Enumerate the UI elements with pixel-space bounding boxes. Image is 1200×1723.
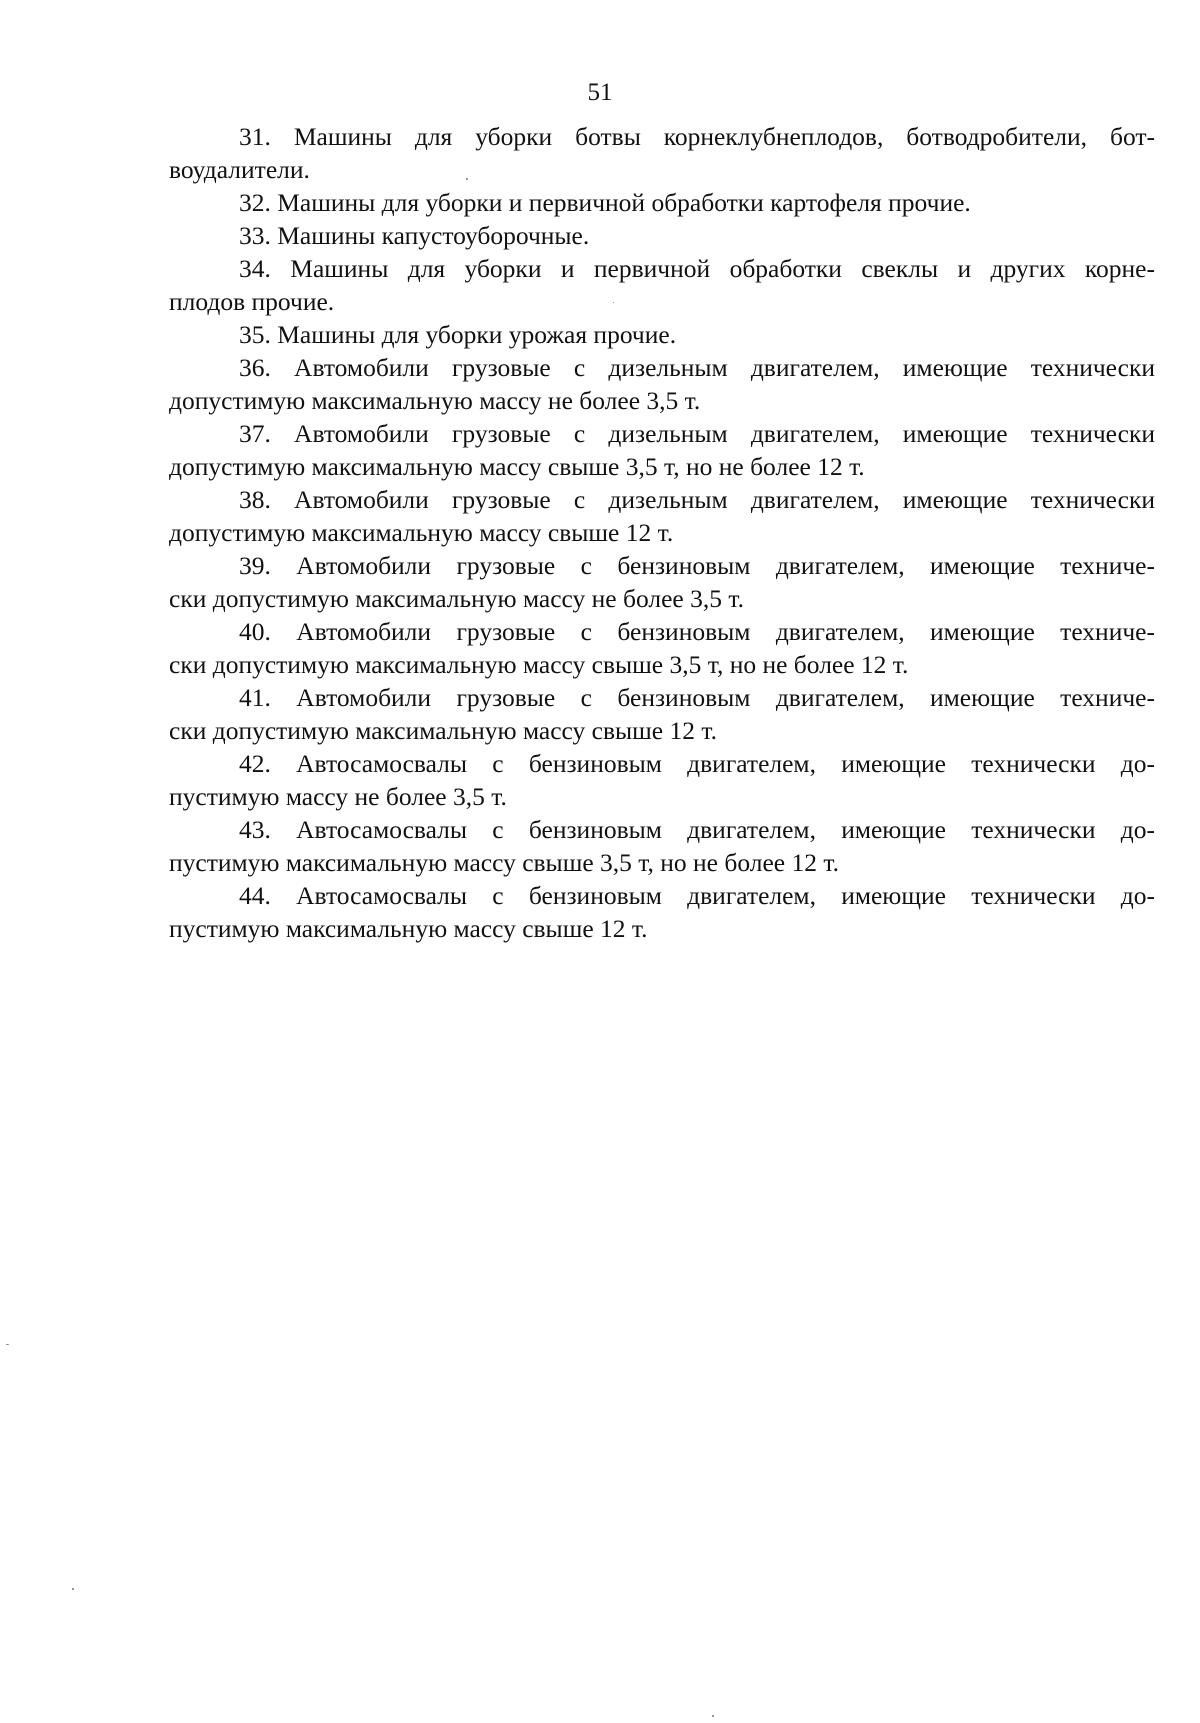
list-item [169, 186, 1155, 219]
scan-speck [466, 178, 468, 180]
page-number: 51 [587, 79, 613, 106]
item-first-line: 40. Автомобили грузовые с бензиновым двигателем, имеющие техниче- [239, 617, 1155, 646]
item-continuation-line: ски допустимую максимальную массу свыше 3,5 т, но не более 12 т. [169, 650, 909, 679]
scan-speck [6, 1344, 9, 1345]
item-continuation-line: допустимую максимальную массу не более 3,5 т. [169, 386, 701, 415]
item-first-line: 38. Автомобили грузовые с дизельным двигателем, имеющие технически [239, 485, 1155, 514]
item-first-line: 31. Машины для уборки ботвы корнеклубнеплодов, ботводробители, бот- [239, 122, 1155, 151]
item-continuation-line: пустимую максимальную массу свыше 3,5 т, но не более 12 т. [169, 848, 839, 877]
item-first-line: 33. Машины капустоуборочные. [239, 221, 590, 250]
item-first-line: 42. Автосамосвалы с бензиновым двигателем, имеющие технически до- [239, 749, 1155, 778]
list-item [169, 879, 1155, 945]
item-continuation-line: пустимую массу не более 3,5 т. [169, 782, 507, 811]
item-continuation-line: допустимую максимальную массу свыше 12 т. [169, 518, 674, 547]
item-continuation-line: ски допустимую максимальную массу свыше 12 т. [169, 716, 717, 745]
list-item [169, 318, 1155, 351]
item-continuation-line: плодов прочие. [169, 287, 335, 316]
list-item [169, 252, 1155, 318]
scan-speck [712, 1715, 714, 1717]
list-item [169, 549, 1155, 615]
item-first-line: 43. Автосамосвалы с бензиновым двигателем, имеющие технически до- [239, 815, 1155, 844]
scan-speck [613, 302, 614, 303]
list-item [169, 681, 1155, 747]
item-first-line: 39. Автомобили грузовые с бензиновым двигателем, имеющие техниче- [239, 551, 1155, 580]
list-item [169, 615, 1155, 681]
item-first-line: 32. Машины для уборки и первичной обработки картофеля прочие. [239, 188, 971, 217]
scan-speck [72, 1588, 74, 1590]
item-list [169, 120, 1155, 945]
list-item [169, 120, 1155, 186]
item-first-line: 35. Машины для уборки урожая прочие. [239, 320, 677, 349]
list-item [169, 747, 1155, 813]
list-item [169, 219, 1155, 252]
list-item [169, 417, 1155, 483]
list-item [169, 351, 1155, 417]
list-item [169, 813, 1155, 879]
list-item [169, 483, 1155, 549]
item-continuation-line: ски допустимую максимальную массу не более 3,5 т. [169, 584, 744, 613]
item-first-line: 44. Автосамосвалы с бензиновым двигателем, имеющие технически до- [239, 881, 1155, 910]
item-first-line: 41. Автомобили грузовые с бензиновым двигателем, имеющие техниче- [239, 683, 1155, 712]
item-first-line: 34. Машины для уборки и первичной обработки свеклы и других корне- [239, 254, 1155, 283]
item-first-line: 37. Автомобили грузовые с дизельным двигателем, имеющие технически [239, 419, 1155, 448]
item-continuation-line: допустимую максимальную массу свыше 3,5 т, но не более 12 т. [169, 452, 865, 481]
item-continuation-line: пустимую максимальную массу свыше 12 т. [169, 914, 648, 943]
item-continuation-line: воудалители. [169, 155, 310, 184]
item-first-line: 36. Автомобили грузовые с дизельным двигателем, имеющие технически [239, 353, 1155, 382]
